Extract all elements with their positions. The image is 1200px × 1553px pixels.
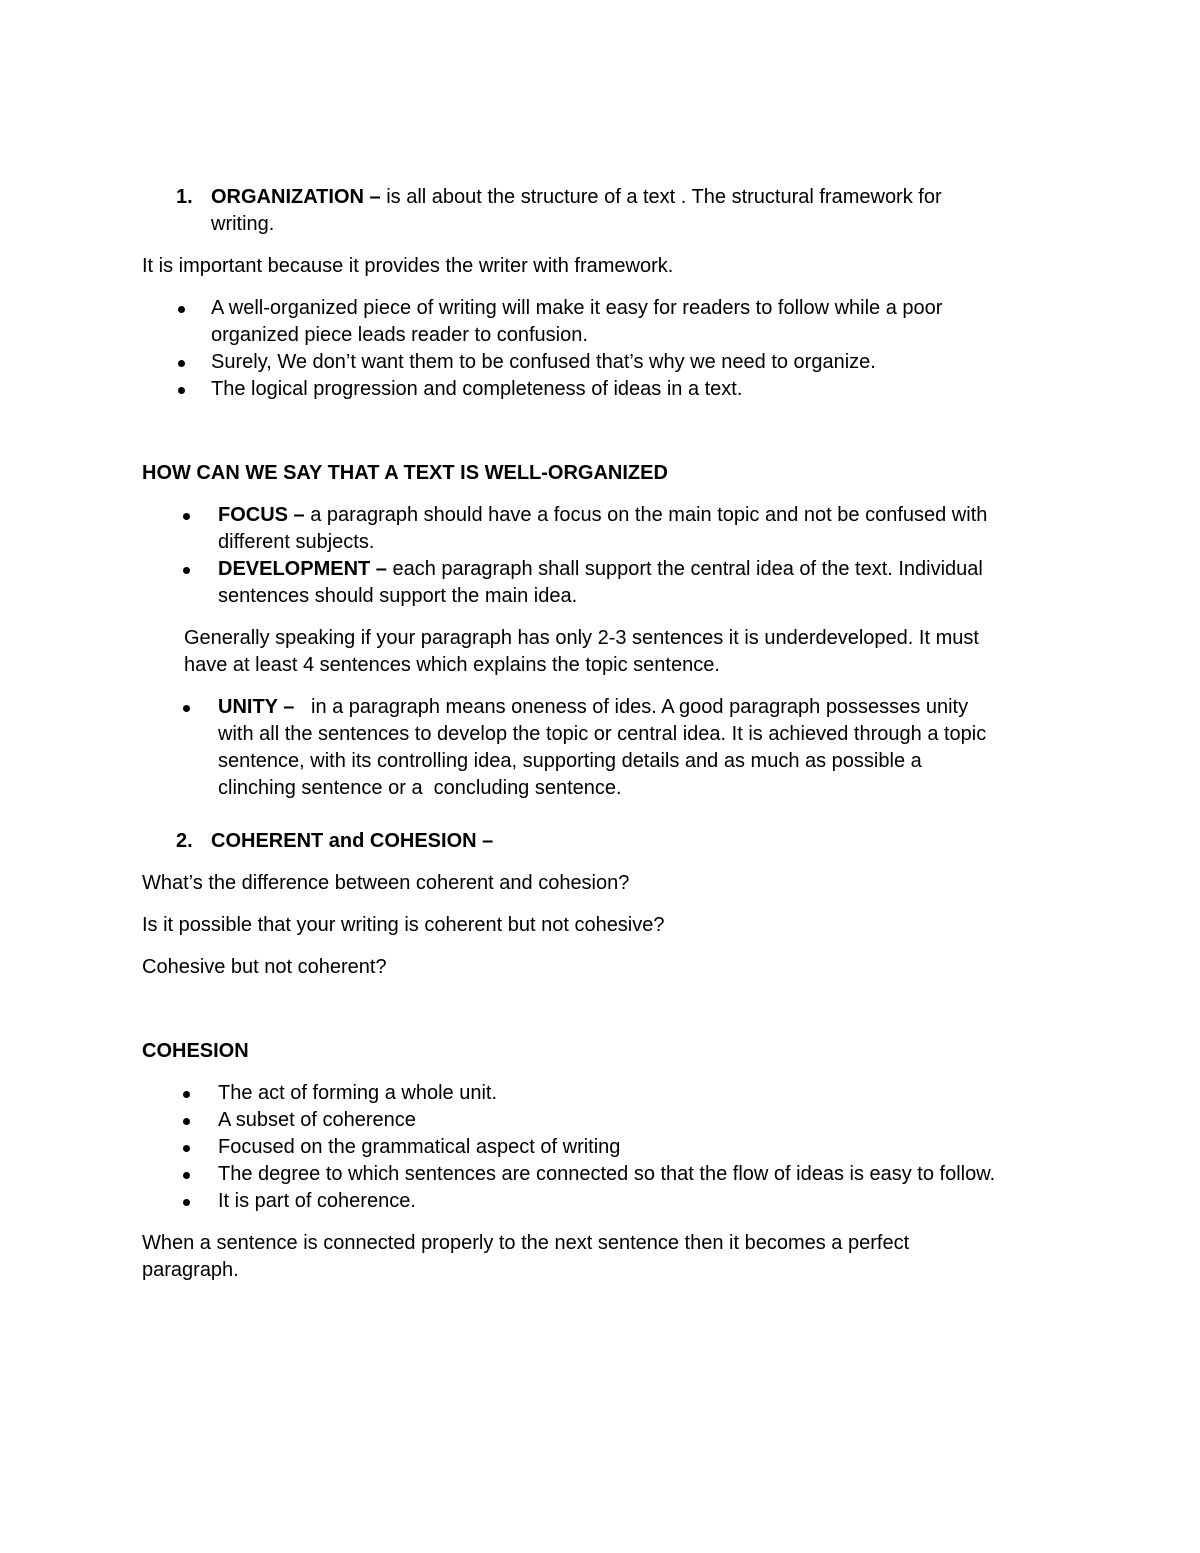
- unity-text: in a paragraph means oneness of ides. A good paragraph possesses unity: [294, 696, 969, 718]
- bullet-icon: [183, 1118, 190, 1125]
- list-item-focus: [142, 502, 1102, 556]
- focus-label: FOCUS –: [218, 504, 305, 526]
- bullet-icon: [183, 1145, 190, 1152]
- bullet-icon: [183, 567, 190, 574]
- bullet-icon: [183, 513, 190, 520]
- focus-text: a paragraph should have a focus on the main topic and not be confused with: [304, 504, 988, 526]
- list-item-line: A well-organized piece of writing will make it easy for readers to follow while a poor: [211, 297, 943, 319]
- list-item-line: different subjects.: [218, 531, 375, 553]
- importance-paragraph: It is important because it provides the writer with framework.: [142, 255, 674, 277]
- bullet-icon: [178, 387, 185, 394]
- list-item-line: sentence, with its controlling idea, supporting details and as much as possible a: [218, 750, 922, 772]
- list-item-development: [142, 556, 1102, 610]
- question-3: Cohesive but not coherent?: [142, 956, 387, 978]
- list-item-unity: [142, 694, 1102, 802]
- list-item-line: A subset of coherence: [218, 1109, 416, 1131]
- section-text: is all about the structure of a text . The structural framework for: [380, 186, 942, 208]
- paragraph-line: paragraph.: [142, 1259, 239, 1281]
- section-organization: [142, 184, 1102, 238]
- development-label: DEVELOPMENT –: [218, 558, 387, 580]
- list-item-line: [218, 694, 1102, 721]
- well-organized-bullets: [142, 502, 1102, 610]
- list-item-line: The act of forming a whole unit.: [218, 1082, 498, 1104]
- list-item-line: sentences should support the main idea.: [218, 585, 578, 607]
- list-item-line: It is part of coherence.: [218, 1190, 416, 1212]
- bullet-icon: [183, 1199, 190, 1206]
- paragraph-line: When a sentence is connected properly to the next sentence then it becomes a perfect: [142, 1232, 910, 1254]
- bullet-icon: [183, 705, 190, 712]
- document-page: [142, 184, 1102, 1284]
- question-2: Is it possible that your writing is coherent but not cohesive?: [142, 914, 665, 936]
- closing-paragraph: [142, 1230, 1102, 1284]
- bullet-icon: [178, 360, 185, 367]
- bullet-icon: [183, 1091, 190, 1098]
- section-title: ORGANIZATION –: [211, 186, 381, 208]
- list-item: [142, 1080, 1102, 1107]
- list-item: [142, 1107, 1102, 1134]
- question-1: What’s the difference between coherent and cohesion?: [142, 872, 630, 894]
- paragraph-line: Generally speaking if your paragraph has only 2-3 sentences it is underdeveloped. It must: [184, 627, 979, 649]
- organization-bullets: [142, 295, 1102, 403]
- list-item: [142, 1161, 1102, 1188]
- bullet-icon: [178, 306, 185, 313]
- cohesion-heading: COHESION: [142, 1040, 249, 1062]
- list-item: [142, 1188, 1102, 1215]
- section-organization-line2: writing.: [211, 213, 275, 235]
- section-coherent-cohesion: [142, 828, 1102, 855]
- list-item: [142, 349, 1102, 376]
- well-organized-heading: HOW CAN WE SAY THAT A TEXT IS WELL-ORGANIZED: [142, 462, 668, 484]
- list-item-line: The logical progression and completeness of ideas in a text.: [211, 378, 743, 400]
- list-item: [142, 295, 1102, 349]
- generally-paragraph: [142, 625, 1102, 679]
- cohesion-bullets: [142, 1080, 1102, 1215]
- section-number: 1.: [176, 186, 193, 208]
- list-item: [142, 376, 1102, 403]
- list-item-line: with all the sentences to develop the topic or central idea. It is achieved through a topic: [218, 723, 987, 745]
- list-item-line: Surely, We don’t want them to be confused that’s why we need to organize.: [211, 351, 876, 373]
- list-item-line: Focused on the grammatical aspect of writing: [218, 1136, 621, 1158]
- list-item-line: organized piece leads reader to confusion.: [211, 324, 588, 346]
- development-text: each paragraph shall support the central idea of the text. Individual: [386, 558, 983, 580]
- section-title: COHERENT and COHESION –: [211, 830, 494, 852]
- section-number: 2.: [176, 830, 193, 852]
- list-item-line: The degree to which sentences are connected so that the flow of ideas is easy to follow.: [218, 1163, 996, 1185]
- unity-bullets: [142, 694, 1102, 802]
- paragraph-line: have at least 4 sentences which explains the topic sentence.: [184, 654, 720, 676]
- list-item: [142, 1134, 1102, 1161]
- list-item-line: [218, 502, 1102, 529]
- list-item-line: clinching sentence or a concluding sentence.: [218, 777, 622, 799]
- unity-label: UNITY –: [218, 696, 295, 718]
- list-item-line: [218, 556, 1102, 583]
- section-organization-line1: [211, 184, 1102, 211]
- bullet-icon: [183, 1172, 190, 1179]
